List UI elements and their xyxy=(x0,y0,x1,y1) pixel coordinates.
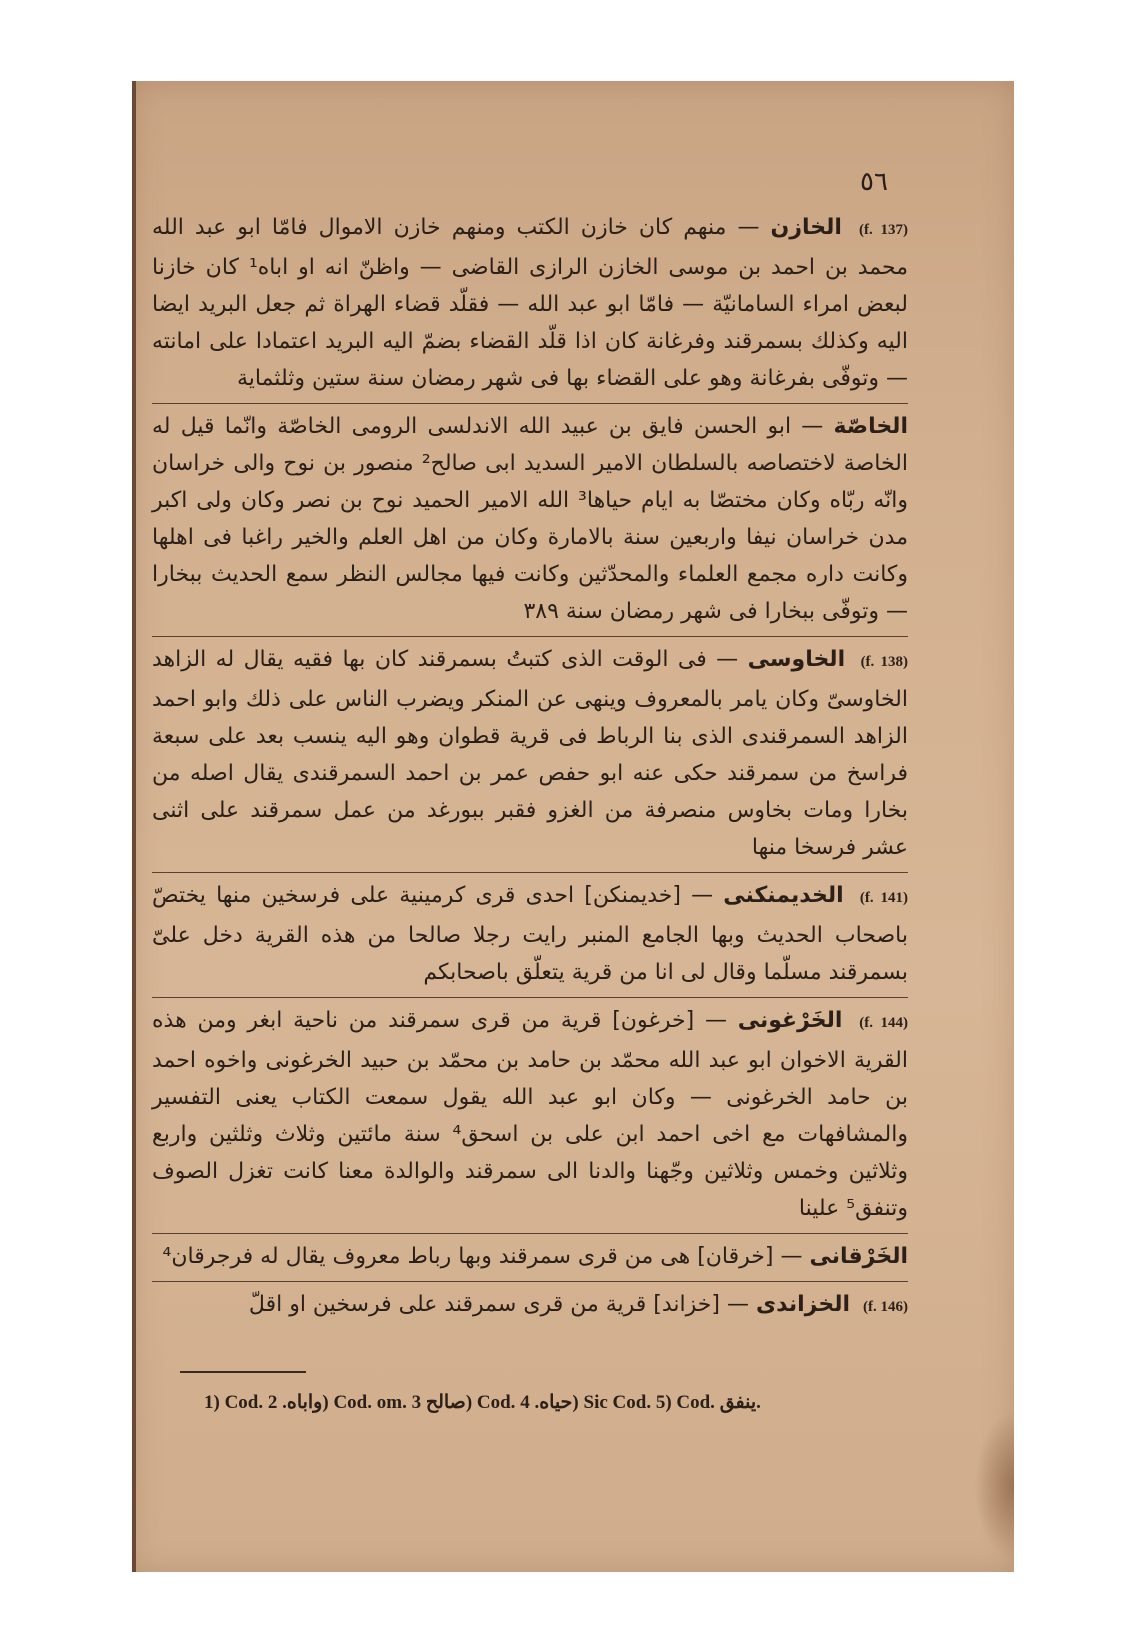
footnotes: 1) Cod. واباه. 2) Cod. om. صالح 3) Cod. حياه. 4) Sic Cod. 5) Cod. ينفق. xyxy=(204,1392,761,1413)
entry-heading: الخاصّة xyxy=(833,414,908,439)
folio-ref: (f. 137) xyxy=(858,222,908,238)
entry-heading: الخَرْغونى xyxy=(737,1008,843,1033)
entry-kharghuni xyxy=(152,997,908,1227)
folio-ref: (f. 146) xyxy=(863,1299,908,1315)
entry-text: — [خرقان] هى من قرى سمرقند وبها رباط معروف يقال له فرجرقان⁴ xyxy=(162,1244,803,1269)
entry-heading: الخديمنكنى xyxy=(723,883,844,908)
folio-ref: (f. 141) xyxy=(859,890,908,906)
entry-text: — فى الوقت الذى كتبتُ بسمرقند كان بها فقيه يقال له الزاهد الخاوسىّ وكان يامر بالمعروف وينهى عن المنكر ويضرب الناس على ذلك وابو احمد الزاهد السمرقندى الذى بنا الرباط فى قرية قطوان وهو اليه ينسب بعد على سبعة فراسخ من سمرقند حكى عنه ابو حفص عمر بن احمد السمرقندى يقال اصله من بخارا ومات بخاوس منصرفة من الغزو فقبر ببورغد من عمل سمرقند على اثنى عشر فرسخا منها xyxy=(152,647,908,860)
entry-khassa xyxy=(152,403,908,630)
entry-text: — ابو الحسن فايق بن عبيد الله الاندلسى الرومى الخاصّة وانّما قيل له الخاصة لاختصاصه بالسلطان الامير السديد ابى صالح² منصور بن نوح والى خراسان وانّه ربّاه وكان مختصّا به ايام حياها³ الله الامير الحميد نوح بن نصر وكان ولى اكبر مدن خراسان نيفا واربعين سنة بالامارة وكان من اهل العلم والخير راغبا فى اهلها وكانت داره مجمع العلماء والمحدّثين وكانت فيها مجالس النظر سمع الحديث ببخارا — وتوفّى ببخارا فى شهر رمضان سنة ٣٨٩ xyxy=(152,414,909,624)
folio-ref: (f. 138) xyxy=(860,654,908,670)
folio-ref: (f. 144) xyxy=(859,1015,909,1031)
main-text xyxy=(152,209,908,1332)
entry-heading: الخاوسى xyxy=(747,647,846,672)
footnote-divider xyxy=(180,1371,306,1373)
entry-text: — [خرغون] قرية من قرى سمرقند من ناحية ابغر ومن هذه القرية الاخوان ابو عبد الله محمّد بن حامد بن محمّد بن حبيد الخرغونى واخوه احمد بن حامد الخرغونى — وكان ابو عبد الله يقول سمعت الكتاب يعنى التفسير والمشافهات مع اخى احمد ابن على بن اسحق⁴ سنة مائتين وثلاث وثلثين واربع وثلاثين وخمس وثلاثين وجّهنا والدنا الى سمرقند والوالدة معنا كانت تغزل الصوف وتنفق⁵ علينا xyxy=(152,1008,908,1221)
entry-text: — [خزاند] قرية من قرى سمرقند على فرسخين او اقلّ xyxy=(248,1292,749,1317)
page-edge xyxy=(132,81,136,1572)
entry-khazin xyxy=(152,209,908,397)
entry-heading: الخازن xyxy=(770,215,842,240)
thumb-shadow xyxy=(974,1411,1014,1561)
page-number: ٥٦ xyxy=(860,167,888,197)
entry-text: — منهم كان خازن الكتب ومنهم خازن الاموال فامّا ابو عبد الله محمد بن احمد بن موسى الخازن الرازى القاضى — واظنّ انه او اباه¹ كان خازنا لبعض امراء السامانيّة — فامّا ابو عبد الله — فقلّد قضاء الهراة ثم جعل البريد ايضا اليه وكذلك بسمرقند وفرغانة كان اذا قلّد القضاء بضمّ اليه البريد اعتمادا على امانته — وتوفّى بفرغانة وهو على القضاء بها فى شهر رمضان سنة ستين وثلثماية xyxy=(152,215,909,391)
entry-heading: الخَرْقانى xyxy=(809,1244,908,1269)
book-page xyxy=(132,81,1014,1572)
entry-heading: الخزاندى xyxy=(755,1292,850,1317)
entry-khazandi xyxy=(152,1281,908,1326)
entry-kharqani xyxy=(152,1233,908,1275)
entry-khadimankani xyxy=(152,872,908,991)
entry-khawusi xyxy=(152,636,908,866)
entry-text: — [خديمنكن] احدى قرى كرمينية على فرسخين منها يختصّ باصحاب الحديث وبها الجامع المنبر رايت رجلا صالحا من هذه القرية دخل علىّ بسمرقند مسلّما وقال لى انا من قرية يتعلّق باصحابكم xyxy=(152,883,908,985)
